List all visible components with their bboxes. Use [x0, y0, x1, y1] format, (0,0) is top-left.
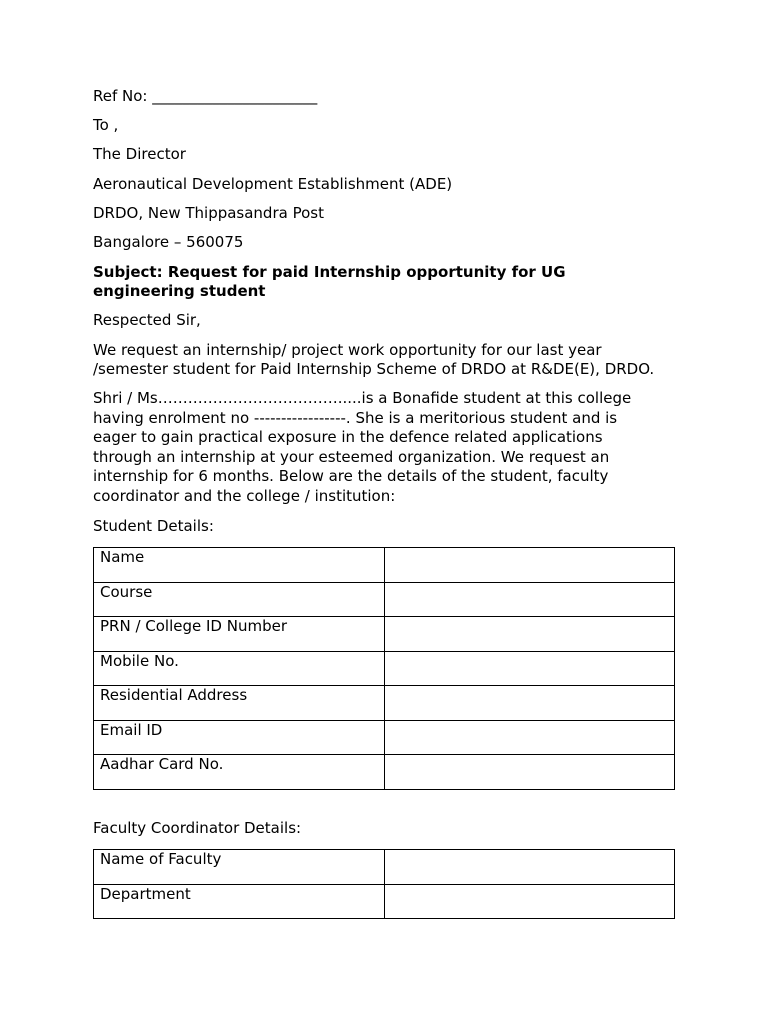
student-prn-value[interactable]: [385, 617, 675, 652]
paragraph1-line-2: /semester student for Paid Internship Scheme of DRDO at R&DE(E), DRDO.: [93, 360, 655, 378]
table-row: [94, 617, 675, 652]
student-course-label: Course: [94, 582, 385, 617]
organization-line: Aeronautical Development Establishment (ADE): [93, 175, 453, 193]
student-email-value[interactable]: [385, 720, 675, 755]
paragraph2-line-1: Shri / Ms……………………………….....is a Bonafide student at this college: [93, 389, 632, 407]
faculty-department-label: Department: [94, 884, 385, 919]
faculty-name-label: Name of Faculty: [94, 850, 385, 885]
faculty-details-heading: Faculty Coordinator Details:: [93, 819, 302, 837]
subject-line-1: Subject: Request for paid Internship opportunity for UG: [93, 263, 566, 281]
paragraph2-line-2: having enrolment no -----------------. She is a meritorious student and is: [93, 409, 618, 427]
table-row: [94, 720, 675, 755]
addressee-line: The Director: [93, 145, 186, 163]
paragraph2-line-4: through an internship at your esteemed organization. We request an: [93, 448, 610, 466]
table-row: [94, 755, 675, 790]
student-mobile-value[interactable]: [385, 651, 675, 686]
student-details-table: [93, 547, 675, 790]
student-name-value[interactable]: [385, 548, 675, 583]
city-line: Bangalore – 560075: [93, 233, 244, 251]
address-line: DRDO, New Thippasandra Post: [93, 204, 324, 222]
ref-no-line: Ref No: ______________________: [93, 87, 318, 105]
table-row: [94, 548, 675, 583]
table-row: [94, 686, 675, 721]
student-name-label: Name: [94, 548, 385, 583]
student-address-value[interactable]: [385, 686, 675, 721]
table-row: [94, 651, 675, 686]
to-line: To ,: [93, 116, 119, 134]
paragraph2-line-3: eager to gain practical exposure in the defence related applications: [93, 428, 603, 446]
student-aadhar-label: Aadhar Card No.: [94, 755, 385, 790]
faculty-department-value[interactable]: [385, 884, 675, 919]
faculty-name-value[interactable]: [385, 850, 675, 885]
subject-line-2: engineering student: [93, 282, 266, 300]
table-row: [94, 884, 675, 919]
student-prn-label: PRN / College ID Number: [94, 617, 385, 652]
student-course-value[interactable]: [385, 582, 675, 617]
student-email-label: Email ID: [94, 720, 385, 755]
paragraph2-line-6: coordinator and the college / institution:: [93, 487, 396, 505]
student-aadhar-value[interactable]: [385, 755, 675, 790]
salutation: Respected Sir,: [93, 311, 201, 329]
student-details-heading: Student Details:: [93, 517, 214, 535]
student-address-label: Residential Address: [94, 686, 385, 721]
table-row: [94, 582, 675, 617]
faculty-details-table: [93, 849, 675, 919]
paragraph1-line-1: We request an internship/ project work opportunity for our last year: [93, 341, 602, 359]
paragraph2-line-5: internship for 6 months. Below are the details of the student, faculty: [93, 467, 609, 485]
student-mobile-label: Mobile No.: [94, 651, 385, 686]
table-row: [94, 850, 675, 885]
